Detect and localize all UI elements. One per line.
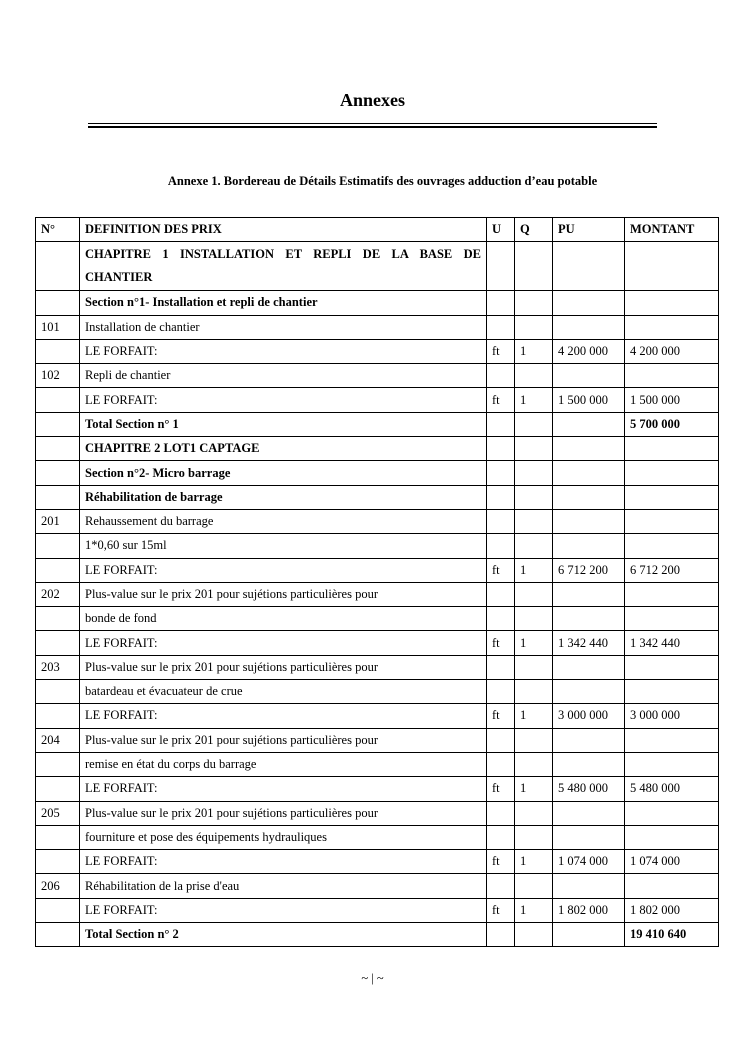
cell-unit bbox=[487, 825, 515, 849]
cell-unit bbox=[487, 291, 515, 315]
cell-unit-price bbox=[553, 485, 625, 509]
table-row bbox=[36, 339, 719, 363]
cell-unit: ft bbox=[487, 898, 515, 922]
cell-unit-price: 3 000 000 bbox=[553, 704, 625, 728]
cell-quantity bbox=[515, 825, 553, 849]
cell-unit: ft bbox=[487, 388, 515, 412]
cell-number bbox=[36, 437, 80, 461]
cell-definition: remise en état du corps du barrage bbox=[80, 752, 487, 776]
cell-unit-price bbox=[553, 655, 625, 679]
cell-amount bbox=[625, 509, 719, 533]
table-row bbox=[36, 388, 719, 412]
cell-unit: ft bbox=[487, 704, 515, 728]
cell-definition: Rehaussement du barrage bbox=[80, 509, 487, 533]
table-row bbox=[36, 825, 719, 849]
cell-amount bbox=[625, 242, 719, 291]
cell-unit bbox=[487, 509, 515, 533]
cell-quantity: 1 bbox=[515, 898, 553, 922]
cell-amount: 1 074 000 bbox=[625, 850, 719, 874]
cell-amount bbox=[625, 680, 719, 704]
cell-amount bbox=[625, 728, 719, 752]
cell-unit bbox=[487, 923, 515, 947]
cell-definition: Total Section n° 2 bbox=[80, 923, 487, 947]
cell-definition: LE FORFAIT: bbox=[80, 704, 487, 728]
cell-definition: LE FORFAIT: bbox=[80, 388, 487, 412]
cell-quantity bbox=[515, 582, 553, 606]
cell-unit-price bbox=[553, 242, 625, 291]
cell-number bbox=[36, 412, 80, 436]
table-row bbox=[36, 898, 719, 922]
cell-number bbox=[36, 461, 80, 485]
table-row bbox=[36, 874, 719, 898]
cell-definition: CHAPITRE 1 INSTALLATION ET REPLI DE LA BASE DE CHANTIER bbox=[80, 242, 487, 291]
table-row bbox=[36, 801, 719, 825]
cell-definition: CHAPITRE 2 LOT1 CAPTAGE bbox=[80, 437, 487, 461]
cell-definition: Section n°1- Installation et repli de chantier bbox=[80, 291, 487, 315]
cell-unit: ft bbox=[487, 777, 515, 801]
cell-definition: bonde de fond bbox=[80, 607, 487, 631]
cell-quantity bbox=[515, 364, 553, 388]
cell-unit bbox=[487, 315, 515, 339]
cell-quantity: 1 bbox=[515, 777, 553, 801]
cell-unit bbox=[487, 680, 515, 704]
cell-amount bbox=[625, 315, 719, 339]
cell-unit-price: 4 200 000 bbox=[553, 339, 625, 363]
cell-unit bbox=[487, 412, 515, 436]
table-row bbox=[36, 582, 719, 606]
cell-unit bbox=[487, 364, 515, 388]
cell-amount: 1 342 440 bbox=[625, 631, 719, 655]
cell-number bbox=[36, 242, 80, 291]
cell-amount: 5 480 000 bbox=[625, 777, 719, 801]
cell-unit-price: 5 480 000 bbox=[553, 777, 625, 801]
cell-number bbox=[36, 704, 80, 728]
cell-amount: 1 500 000 bbox=[625, 388, 719, 412]
cell-unit bbox=[487, 242, 515, 291]
cell-quantity: 1 bbox=[515, 339, 553, 363]
page-title: Annexes bbox=[339, 90, 405, 110]
cell-unit-price bbox=[553, 752, 625, 776]
table-row bbox=[36, 315, 719, 339]
table-row bbox=[36, 607, 719, 631]
cell-unit-price bbox=[553, 825, 625, 849]
header-unit: U bbox=[487, 218, 515, 242]
cell-number bbox=[36, 607, 80, 631]
table-row bbox=[36, 923, 719, 947]
cell-definition: LE FORFAIT: bbox=[80, 898, 487, 922]
table-row bbox=[36, 680, 719, 704]
table-row bbox=[36, 752, 719, 776]
table-row bbox=[36, 461, 719, 485]
cell-number: 204 bbox=[36, 728, 80, 752]
cell-amount bbox=[625, 461, 719, 485]
table-row bbox=[36, 850, 719, 874]
cell-amount bbox=[625, 874, 719, 898]
cell-number: 202 bbox=[36, 582, 80, 606]
cell-unit-price bbox=[553, 534, 625, 558]
cell-unit bbox=[487, 461, 515, 485]
table-row bbox=[36, 509, 719, 533]
cell-unit bbox=[487, 728, 515, 752]
cell-number: 201 bbox=[36, 509, 80, 533]
cell-unit-price bbox=[553, 315, 625, 339]
cell-unit-price: 1 342 440 bbox=[553, 631, 625, 655]
cell-quantity: 1 bbox=[515, 850, 553, 874]
cell-unit-price bbox=[553, 874, 625, 898]
cell-quantity: 1 bbox=[515, 558, 553, 582]
cell-unit bbox=[487, 655, 515, 679]
cell-unit bbox=[487, 752, 515, 776]
cell-amount bbox=[625, 437, 719, 461]
cell-amount bbox=[625, 364, 719, 388]
cell-quantity bbox=[515, 291, 553, 315]
cell-number bbox=[36, 777, 80, 801]
cell-number: 206 bbox=[36, 874, 80, 898]
table-header-row bbox=[36, 218, 719, 242]
cell-unit-price bbox=[553, 291, 625, 315]
cell-number bbox=[36, 923, 80, 947]
header-amount: MONTANT bbox=[625, 218, 719, 242]
table-row bbox=[36, 364, 719, 388]
table-row bbox=[36, 534, 719, 558]
cell-number bbox=[36, 291, 80, 315]
cell-unit bbox=[487, 582, 515, 606]
cell-definition: Total Section n° 1 bbox=[80, 412, 487, 436]
cell-unit-price bbox=[553, 801, 625, 825]
cell-unit bbox=[487, 437, 515, 461]
cell-definition: Plus-value sur le prix 201 pour sujétions particulières pour bbox=[80, 728, 487, 752]
cell-quantity bbox=[515, 923, 553, 947]
cell-amount bbox=[625, 291, 719, 315]
cell-definition: fourniture et pose des équipements hydrauliques bbox=[80, 825, 487, 849]
cell-unit bbox=[487, 534, 515, 558]
table-row bbox=[36, 242, 719, 291]
cell-quantity bbox=[515, 607, 553, 631]
table-row bbox=[36, 631, 719, 655]
cell-quantity bbox=[515, 461, 553, 485]
table-row bbox=[36, 485, 719, 509]
cell-unit bbox=[487, 801, 515, 825]
annex-subtitle: Annexe 1. Bordereau de Détails Estimatifs des ouvrages adduction d’eau potable bbox=[167, 174, 598, 188]
cell-quantity bbox=[515, 437, 553, 461]
table-row bbox=[36, 437, 719, 461]
table-row bbox=[36, 728, 719, 752]
cell-quantity bbox=[515, 242, 553, 291]
cell-definition: Repli de chantier bbox=[80, 364, 487, 388]
cell-quantity bbox=[515, 752, 553, 776]
cell-definition: Plus-value sur le prix 201 pour sujétions particulières pour bbox=[80, 582, 487, 606]
cell-amount: 5 700 000 bbox=[625, 412, 719, 436]
cell-quantity bbox=[515, 412, 553, 436]
cell-unit: ft bbox=[487, 631, 515, 655]
cell-unit-price bbox=[553, 728, 625, 752]
cell-unit-price: 1 802 000 bbox=[553, 898, 625, 922]
cell-quantity: 1 bbox=[515, 388, 553, 412]
table-row bbox=[36, 777, 719, 801]
header-num: N° bbox=[36, 218, 80, 242]
cell-unit-price bbox=[553, 607, 625, 631]
cell-number bbox=[36, 558, 80, 582]
cell-definition: 1*0,60 sur 15ml bbox=[80, 534, 487, 558]
cell-quantity bbox=[515, 509, 553, 533]
cell-quantity bbox=[515, 655, 553, 679]
cell-quantity bbox=[515, 534, 553, 558]
table-row bbox=[36, 291, 719, 315]
page-footer: ~ | ~ bbox=[361, 971, 384, 985]
estimate-table bbox=[35, 217, 719, 947]
cell-definition: Plus-value sur le prix 201 pour sujétions particulières pour bbox=[80, 655, 487, 679]
table-row bbox=[36, 558, 719, 582]
title-rule-thin bbox=[88, 123, 657, 124]
cell-definition: LE FORFAIT: bbox=[80, 339, 487, 363]
cell-unit bbox=[487, 607, 515, 631]
cell-unit-price bbox=[553, 680, 625, 704]
cell-quantity: 1 bbox=[515, 631, 553, 655]
cell-definition: Plus-value sur le prix 201 pour sujétions particulières pour bbox=[80, 801, 487, 825]
cell-amount bbox=[625, 825, 719, 849]
cell-quantity bbox=[515, 485, 553, 509]
cell-definition: Réhabilitation de la prise d'eau bbox=[80, 874, 487, 898]
cell-number bbox=[36, 850, 80, 874]
cell-amount bbox=[625, 485, 719, 509]
header-unit-price: PU bbox=[553, 218, 625, 242]
cell-amount bbox=[625, 801, 719, 825]
title-rule-thick bbox=[88, 126, 657, 128]
cell-unit-price bbox=[553, 509, 625, 533]
cell-number: 102 bbox=[36, 364, 80, 388]
table-row bbox=[36, 655, 719, 679]
header-quantity: Q bbox=[515, 218, 553, 242]
cell-definition: LE FORFAIT: bbox=[80, 777, 487, 801]
cell-amount bbox=[625, 655, 719, 679]
cell-unit bbox=[487, 485, 515, 509]
cell-definition: LE FORFAIT: bbox=[80, 850, 487, 874]
cell-quantity bbox=[515, 315, 553, 339]
cell-unit-price: 6 712 200 bbox=[553, 558, 625, 582]
cell-number bbox=[36, 898, 80, 922]
cell-definition: batardeau et évacuateur de crue bbox=[80, 680, 487, 704]
cell-number bbox=[36, 485, 80, 509]
cell-number: 203 bbox=[36, 655, 80, 679]
cell-definition: LE FORFAIT: bbox=[80, 631, 487, 655]
cell-definition: LE FORFAIT: bbox=[80, 558, 487, 582]
table-row bbox=[36, 412, 719, 436]
cell-unit-price: 1 074 000 bbox=[553, 850, 625, 874]
cell-number bbox=[36, 825, 80, 849]
cell-number bbox=[36, 752, 80, 776]
cell-unit-price: 1 500 000 bbox=[553, 388, 625, 412]
cell-unit-price bbox=[553, 437, 625, 461]
cell-amount bbox=[625, 582, 719, 606]
cell-quantity bbox=[515, 680, 553, 704]
table-row bbox=[36, 704, 719, 728]
cell-number bbox=[36, 388, 80, 412]
cell-number: 101 bbox=[36, 315, 80, 339]
cell-amount: 1 802 000 bbox=[625, 898, 719, 922]
cell-amount bbox=[625, 607, 719, 631]
cell-unit-price bbox=[553, 923, 625, 947]
cell-unit: ft bbox=[487, 850, 515, 874]
cell-amount: 3 000 000 bbox=[625, 704, 719, 728]
cell-unit: ft bbox=[487, 558, 515, 582]
cell-quantity bbox=[515, 874, 553, 898]
cell-unit-price bbox=[553, 582, 625, 606]
cell-definition: Réhabilitation de barrage bbox=[80, 485, 487, 509]
cell-unit-price bbox=[553, 412, 625, 436]
cell-quantity bbox=[515, 801, 553, 825]
cell-definition: Section n°2- Micro barrage bbox=[80, 461, 487, 485]
cell-number bbox=[36, 534, 80, 558]
cell-number bbox=[36, 339, 80, 363]
cell-amount: 19 410 640 bbox=[625, 923, 719, 947]
cell-unit-price bbox=[553, 461, 625, 485]
header-definition: DEFINITION DES PRIX bbox=[80, 218, 487, 242]
cell-number: 205 bbox=[36, 801, 80, 825]
cell-quantity bbox=[515, 728, 553, 752]
cell-unit: ft bbox=[487, 339, 515, 363]
cell-definition: Installation de chantier bbox=[80, 315, 487, 339]
cell-unit-price bbox=[553, 364, 625, 388]
cell-number bbox=[36, 631, 80, 655]
cell-number bbox=[36, 680, 80, 704]
cell-unit bbox=[487, 874, 515, 898]
cell-amount bbox=[625, 752, 719, 776]
cell-quantity: 1 bbox=[515, 704, 553, 728]
cell-amount bbox=[625, 534, 719, 558]
cell-amount: 6 712 200 bbox=[625, 558, 719, 582]
cell-amount: 4 200 000 bbox=[625, 339, 719, 363]
